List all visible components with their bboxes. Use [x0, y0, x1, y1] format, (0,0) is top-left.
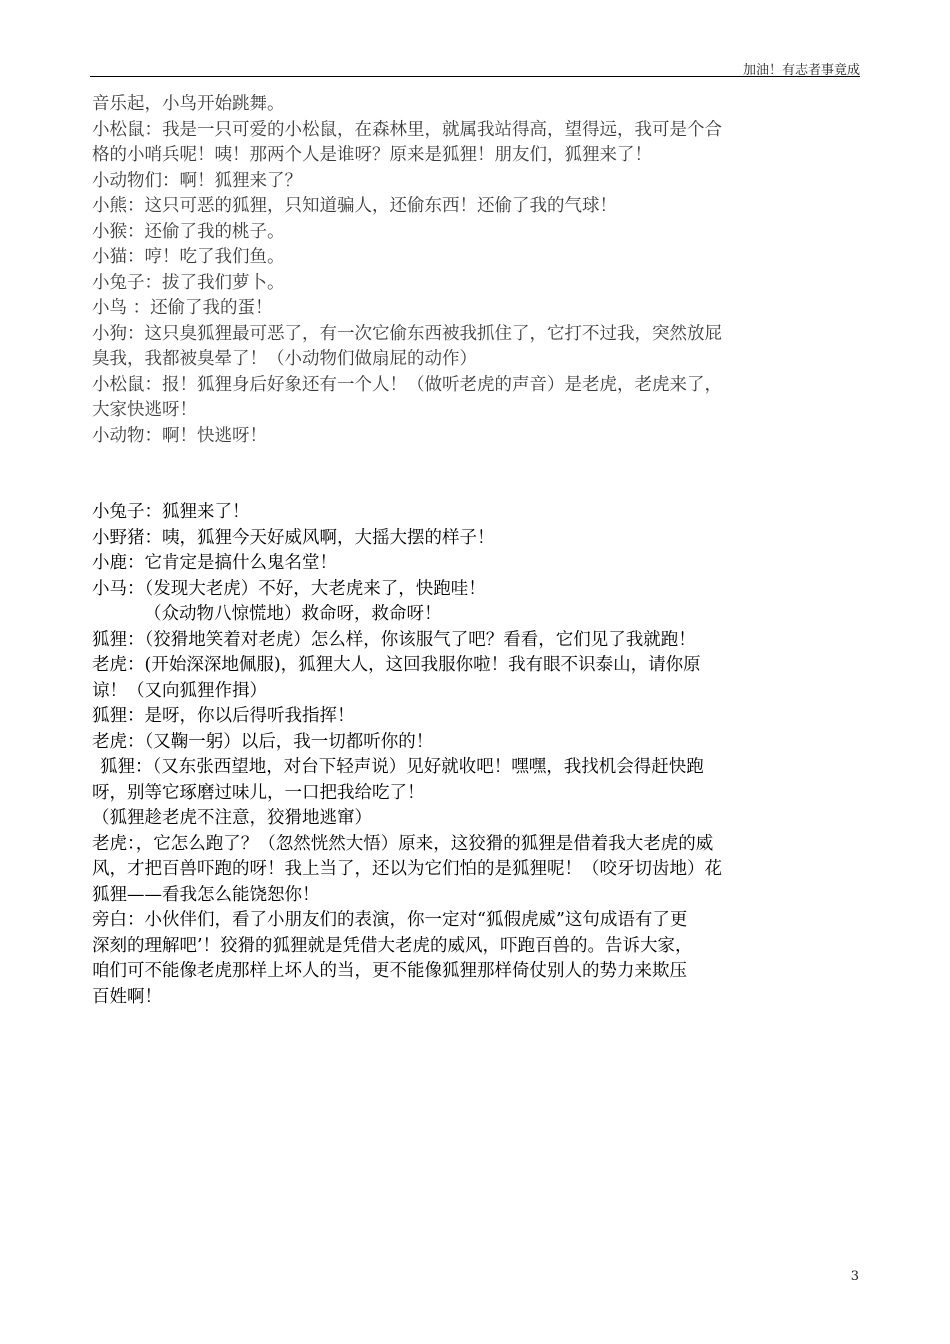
section-gap — [92, 449, 862, 500]
header-rule — [90, 76, 860, 77]
text-line: 咱们可不能像老虎那样上坏人的当，更不能像狐狸那样倚仗别人的势力来欺压 — [92, 961, 687, 981]
text-line: 小鹿：它肯定是搞什么鬼名堂！ — [92, 553, 337, 573]
text-line: 小松鼠：报！狐狸身后好象还有一个人！（做听老虎的声音）是老虎，老虎来了， — [92, 374, 722, 395]
script-section-2 — [92, 500, 862, 1010]
text-line: （狐狸趁老虎不注意，狡猾地逃窜） — [92, 808, 372, 828]
document-body — [92, 92, 862, 1010]
text-line: 小动物：啊！快逃呀！ — [92, 425, 267, 446]
text-line: （众动物八惊慌地）救命呀，救命呀！ — [144, 604, 442, 624]
text-line: 小熊：这只可恶的狐狸，只知道骗人，还偷东西！还偷了我的气球！ — [92, 196, 617, 216]
text-line: 狐狸：（又东张西望地，对台下轻声说）见好就收吧！嘿嘿，我找机会得赶快跑 — [100, 757, 704, 777]
page-header: 加油！有志者事竟成 — [742, 63, 860, 78]
text-line: 深刻的理解吧’！狡猾的狐狸就是凭借大老虎的威风，吓跑百兽的。告诉大家， — [92, 935, 693, 956]
text-line: 老虎：（又鞠一躬）以后，我一切都听你的！ — [92, 731, 434, 752]
text-line: 老虎：(开始深深地佩服)，狐狸大人，这回我服你啦！我有眼不识泰山，请你原 — [92, 655, 701, 675]
text-line: 格的小哨兵呢！咦！那两个人是谁呀？原来是狐狸！朋友们，狐狸来了！ — [92, 145, 652, 165]
text-line: 音乐起，小鸟开始跳舞。 — [92, 94, 285, 114]
text-line: 小马：（发现大老虎）不好，大老虎来了，快跑哇！ — [92, 578, 486, 599]
text-line: 狐狸——看我怎么能饶恕你！ — [92, 884, 320, 905]
text-line: 臭我，我都被臭晕了！（小动物们做扇屁的动作） — [92, 349, 477, 369]
text-line: 小鸟 ：还偷了我的蛋！ — [92, 298, 273, 318]
text-line: 大家快逃呀！ — [92, 400, 197, 420]
text-line: 小猴：还偷了我的桃子。 — [92, 221, 285, 242]
text-line: 小猫：哼！吃了我们鱼。 — [92, 247, 285, 267]
text-line: 小狗：这只臭狐狸最可恶了，有一次它偷东西被我抓住了，它打不过我，突然放屁 — [92, 323, 722, 344]
page-number: 3 — [850, 1269, 859, 1284]
text-line: 小松鼠：我是一只可爱的小松鼠，在森林里，就属我站得高，望得远，我可是个合 — [92, 119, 722, 140]
text-line: 小兔子：狐狸来了！ — [92, 502, 250, 522]
text-line: 狐狸：（狡猾地笑着对老虎）怎么样，你该服气了吧？看看，它们见了我就跑！ — [92, 629, 696, 650]
text-line: 呀，别等它琢磨过味儿，一口把我给吃了！ — [92, 782, 425, 803]
script-section-1 — [92, 92, 862, 449]
text-line: 小野猪：咦，狐狸今天好威风啊，大摇大摆的样子！ — [92, 527, 495, 548]
text-line: 狐狸：是呀，你以后得听我指挥！ — [92, 706, 355, 726]
text-line: 旁白：小伙伴们，看了小朋友们的表演，你一定对“狐假虎威”这句成语有了更 — [92, 910, 688, 930]
text-line: 小兔子：拔了我们萝卜。 — [92, 272, 285, 293]
text-line: 小动物们：啊！狐狸来了？ — [92, 170, 302, 191]
text-line: 老虎：，它怎么跑了？（忽然恍然大悟）原来，这狡猾的狐狸是借着我大老虎的威 — [92, 833, 714, 854]
text-line: 风，才把百兽吓跑的呀！我上当了，还以为它们怕的是狐狸呢！（咬牙切齿地）花 — [92, 859, 722, 879]
text-line: 百姓啊！ — [92, 986, 162, 1007]
text-line: 谅！（又向狐狸作揖） — [92, 680, 267, 701]
